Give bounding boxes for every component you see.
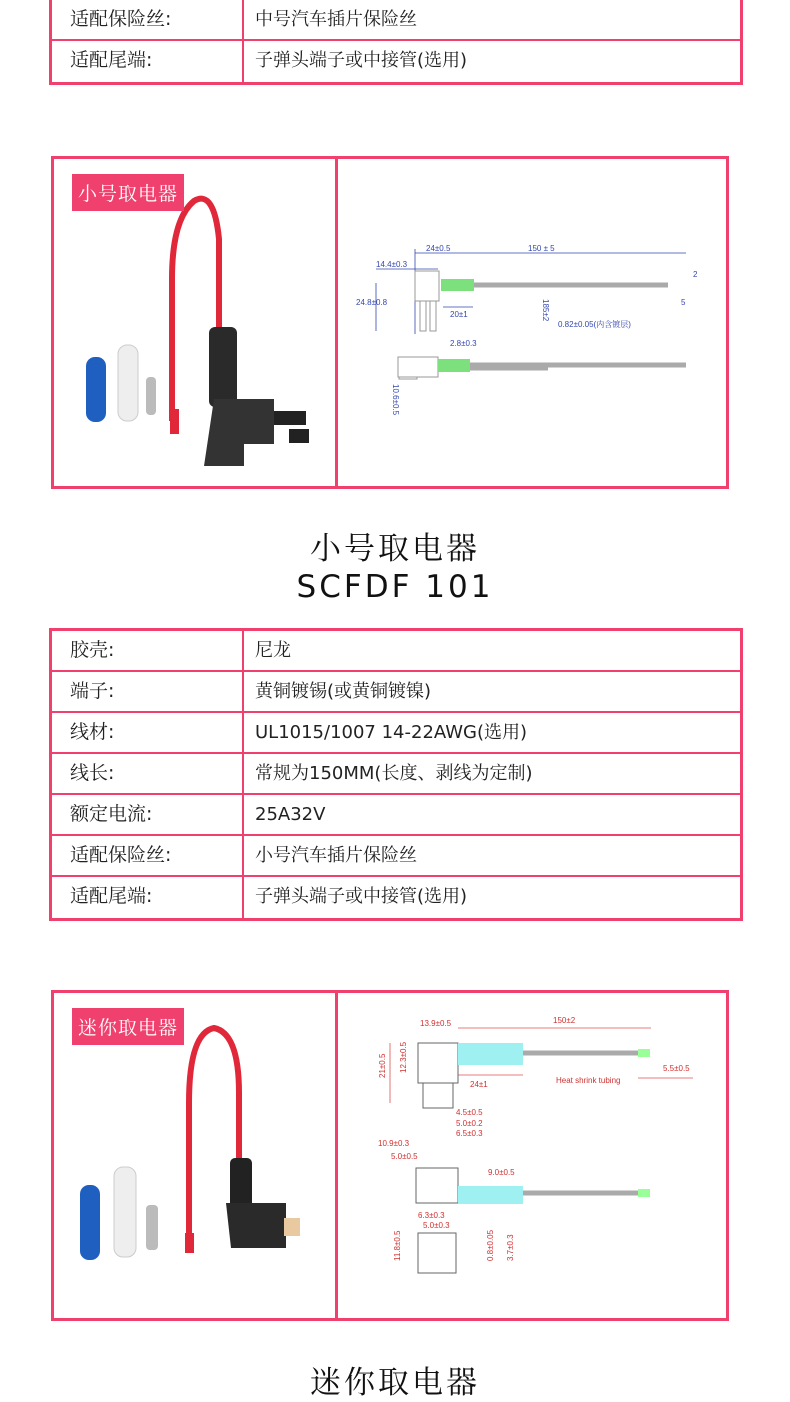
dim-label: 6.3±0.3	[418, 1211, 445, 1220]
table-row	[52, 631, 740, 672]
dim-label: 0.82±0.05(内含镀层)	[558, 320, 631, 329]
dim-label: 10.6±0.5	[391, 384, 400, 416]
spec-key: 适配尾端:	[52, 41, 244, 82]
spec-value: 黄铜镀锡(或黄铜镀镍)	[255, 681, 432, 702]
dim-label: 6.5±0.3	[456, 1129, 483, 1138]
spec-table-top	[49, 0, 743, 85]
spec-key: 端子:	[52, 672, 244, 711]
spec-value: 子弹头端子或中接管(选用)	[255, 886, 468, 907]
dim-label: 21±0.5	[378, 1053, 387, 1078]
dim-label: 3.7±0.3	[506, 1234, 515, 1261]
dim-label: 10.9±0.3	[378, 1139, 410, 1148]
table-row	[52, 754, 740, 795]
dim-label: 5.0±0.5	[391, 1152, 418, 1161]
dim-label: 12.3±0.5	[399, 1041, 408, 1073]
product-badge: 迷你取电器	[72, 1008, 184, 1045]
product-title: 小号取电器	[310, 531, 480, 567]
table-row	[52, 0, 740, 41]
dim-label: 0.8±0.05	[486, 1229, 495, 1261]
table-row	[52, 795, 740, 836]
spec-value: 子弹头端子或中接管(选用)	[255, 50, 468, 71]
spec-key: 线材:	[52, 713, 244, 752]
dim-label: 24±0.5	[426, 244, 451, 253]
dim-label: 5.0±0.2	[456, 1119, 483, 1128]
dim-label: 185±2	[541, 299, 550, 322]
dim-label: 20±1	[450, 310, 468, 319]
dim-label: 9.0±0.5	[488, 1168, 515, 1177]
table-row	[52, 672, 740, 713]
spec-value: 25A32V	[255, 804, 326, 825]
mini-product-panel	[51, 990, 729, 1321]
table-row	[52, 836, 740, 877]
dim-label: Heat shrink tubing	[556, 1076, 621, 1085]
dim-label: 5.0±0.3	[423, 1221, 450, 1230]
dim-label: 2	[693, 270, 698, 279]
spec-key: 适配保险丝:	[52, 0, 244, 39]
small-product-photo	[54, 159, 338, 486]
table-row	[52, 41, 740, 82]
dim-label: 150±2	[553, 1016, 576, 1025]
dim-label: 150 ± 5	[528, 244, 555, 253]
spec-value: 小号汽车插片保险丝	[255, 845, 417, 866]
mini-dimension-drawing	[338, 993, 726, 1318]
spec-value: UL1015/1007 14-22AWG(选用)	[255, 722, 528, 743]
spec-key: 胶壳:	[52, 631, 244, 670]
spec-key: 线长:	[52, 754, 244, 793]
mini-product-photo	[54, 993, 338, 1318]
dim-label: 2.8±0.3	[450, 339, 477, 348]
product-model: SCFDF 101	[296, 569, 494, 605]
dim-label: 24±1	[470, 1080, 488, 1089]
table-row	[52, 713, 740, 754]
spec-value: 常规为150MM(长度、剥线为定制)	[255, 763, 533, 784]
dim-label: 11.8±0.5	[393, 1230, 402, 1261]
spec-value: 中号汽车插片保险丝	[255, 9, 417, 30]
dim-label: 24.8±0.8	[356, 298, 388, 307]
table-row	[52, 877, 740, 918]
dim-label: 13.9±0.5	[420, 1019, 452, 1028]
product-badge: 小号取电器	[72, 174, 184, 211]
dim-label: 4.5±0.5	[456, 1108, 483, 1117]
dim-label: 5	[681, 298, 686, 307]
spec-key: 额定电流:	[52, 795, 244, 834]
spec-value: 尼龙	[255, 640, 291, 661]
product-title: 迷你取电器	[310, 1365, 480, 1401]
small-dimension-drawing	[338, 159, 726, 486]
dim-label: 5.5±0.5	[663, 1064, 690, 1073]
spec-key: 适配尾端:	[52, 877, 244, 918]
spec-key: 适配保险丝:	[52, 836, 244, 875]
dim-label: 14.4±0.3	[376, 260, 408, 269]
spec-table-small	[49, 628, 743, 921]
small-product-panel	[51, 156, 729, 489]
